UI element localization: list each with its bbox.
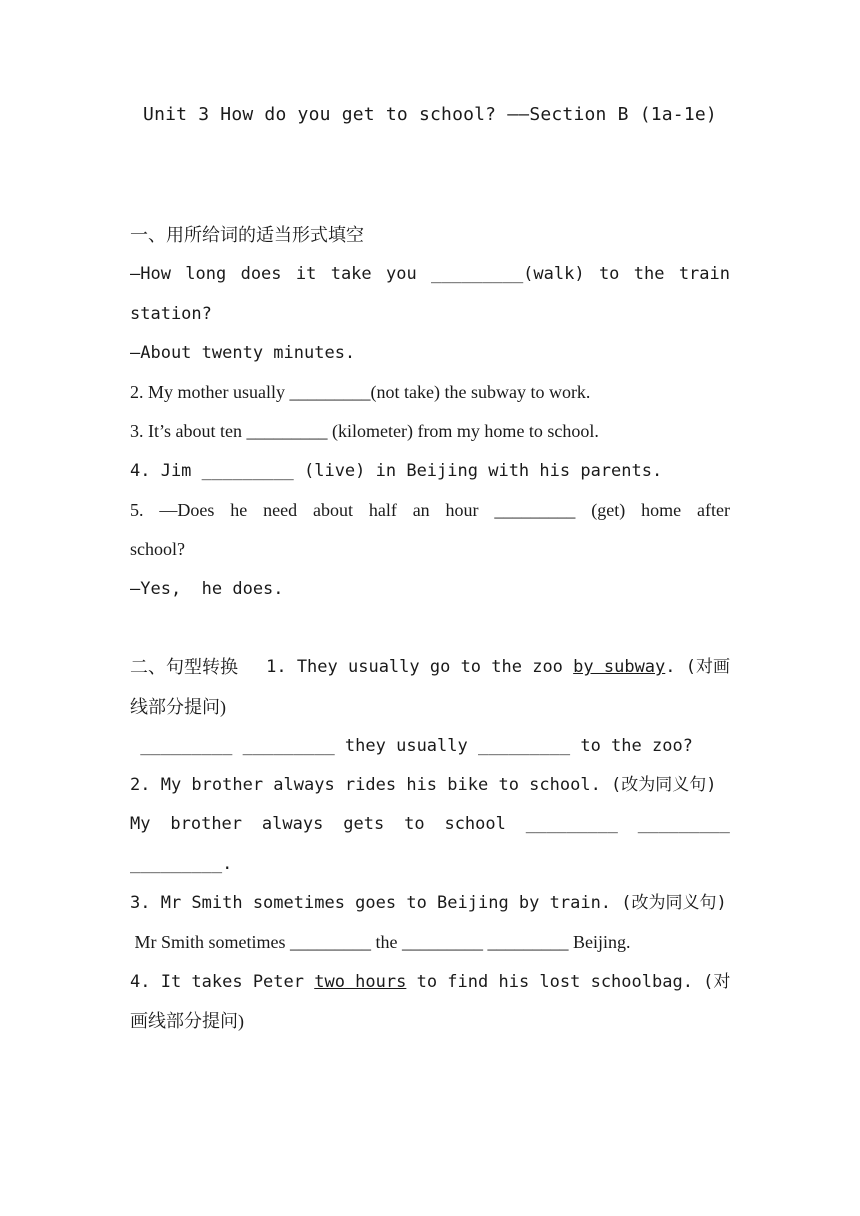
question-5-line2: school? [130,539,185,560]
section2-q1-answer: _________ _________ they usually _________ to the zoo? [130,735,693,756]
q2-word: to [404,814,425,835]
section2-q1-line1 [130,648,730,687]
question-2: 2. My mother usually _________(not take) the subway to work. [130,382,591,403]
section2-q3-line1: 3. Mr Smith sometimes goes to Beijing by train. (改为同义句) [130,893,727,914]
question-5-answer: —Yes, he does. [130,578,284,599]
question-3: 3. It’s about ten _________ (kilometer) from my home to school. [130,421,599,442]
question-4: 4. Jim _________ (live) in Beijing with his parents. [130,460,663,481]
section2-q1-prefix: 1. They usually go to the zoo [266,657,574,678]
question-1-line1 [130,255,730,294]
section2-q1-suffix: . (对画 [665,657,730,678]
section2-q2-line2 [130,805,730,844]
question-5-text: 5. —Does he need about half an hour _________ (get) home after [130,500,730,521]
q2-word: always [261,814,324,835]
q2-word: gets [343,814,385,835]
section2-q3-line2: Mr Smith sometimes _________ the _________ _________ Beijing. [130,932,631,953]
q2-word: school [444,814,506,835]
section2-q4-suffix: to find his lost schoolbag. (对 [406,971,731,992]
section2-q4-line2: 画线部分提问) [130,1010,244,1031]
section1-heading: 一、用所给词的适当形式填空 [130,225,364,245]
section2-q2-line1: 2. My brother always rides his bike to school. (改为同义句) [130,775,717,796]
section-spacer [130,609,730,648]
section2-q4-underlined: two hours [314,971,407,992]
section2-q1-underlined: by subway [573,657,666,678]
section2-q1-line2: 线部分提问) [130,696,226,717]
page-title: Unit 3 How do you get to school? ——Section B (1a-1e) [143,104,717,125]
question-1-text: —How long does it take you _________(walk) to the train [130,264,730,285]
q2-word: brother [170,814,243,835]
question-1-answer: —About twenty minutes. [130,342,356,363]
section2-q1-sentence [266,648,730,687]
section2-heading: 二、句型转换 [130,657,238,678]
q2-blank: _________ [637,814,730,835]
question-5-line1 [130,491,730,530]
section2-q4-line1 [130,963,730,1002]
question-1-line2: station? [130,303,212,324]
worksheet-content [130,216,730,1041]
q2-blank: _________ [525,814,618,835]
q2-word: My [130,814,151,835]
section2-q2-line3: _________. [130,853,233,874]
section2-q4-prefix: 4. It takes Peter [130,971,315,992]
